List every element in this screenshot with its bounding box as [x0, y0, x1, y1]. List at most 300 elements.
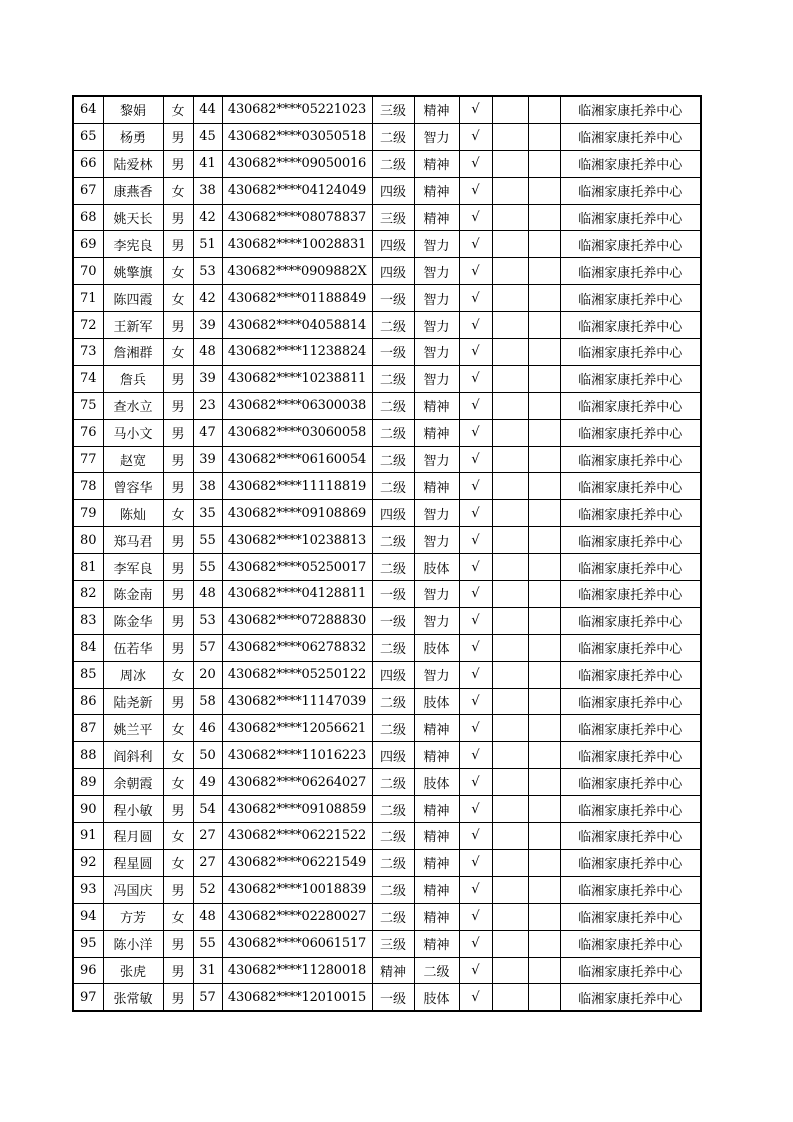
blank-cell [492, 876, 528, 903]
blank-cell [492, 823, 528, 850]
age-cell: 47 [193, 419, 222, 446]
row-number: 82 [73, 581, 103, 608]
blank-cell [492, 769, 528, 796]
age-cell: 44 [193, 96, 222, 123]
sex-cell: 男 [163, 312, 193, 339]
row-number: 70 [73, 258, 103, 285]
disability-level-cell: 二级 [372, 823, 414, 850]
name-cell: 程月圆 [103, 823, 163, 850]
age-cell: 55 [193, 527, 222, 554]
table-row [73, 177, 701, 204]
blank-cell [528, 473, 560, 500]
name-cell: 赵宽 [103, 446, 163, 473]
disability-type-cell: 肢体 [414, 984, 459, 1011]
age-cell: 48 [193, 339, 222, 366]
name-cell: 伍若华 [103, 634, 163, 661]
age-cell: 23 [193, 392, 222, 419]
checkmark-cell: √ [459, 661, 492, 688]
sex-cell: 女 [163, 339, 193, 366]
disability-type-cell: 智力 [414, 661, 459, 688]
age-cell: 38 [193, 177, 222, 204]
blank-cell [492, 581, 528, 608]
blank-cell [492, 957, 528, 984]
row-number: 75 [73, 392, 103, 419]
name-cell: 阎斜利 [103, 742, 163, 769]
name-cell: 马小文 [103, 419, 163, 446]
name-cell: 杨勇 [103, 123, 163, 150]
disability-level-cell: 一级 [372, 607, 414, 634]
id-number-cell: 430682****04058814 [222, 312, 372, 339]
age-cell: 42 [193, 285, 222, 312]
table-row [73, 796, 701, 823]
checkmark-cell: √ [459, 392, 492, 419]
organization-cell: 临湘家康托养中心 [560, 339, 701, 366]
row-number: 92 [73, 849, 103, 876]
sex-cell: 女 [163, 661, 193, 688]
disability-type-cell: 智力 [414, 123, 459, 150]
age-cell: 31 [193, 957, 222, 984]
blank-cell [492, 796, 528, 823]
sex-cell: 男 [163, 473, 193, 500]
sex-cell: 男 [163, 634, 193, 661]
sex-cell: 男 [163, 930, 193, 957]
blank-cell [528, 312, 560, 339]
age-cell: 38 [193, 473, 222, 500]
blank-cell [492, 96, 528, 123]
blank-cell [492, 527, 528, 554]
disability-level-cell: 二级 [372, 634, 414, 661]
sex-cell: 男 [163, 984, 193, 1011]
name-cell: 陆尧新 [103, 688, 163, 715]
disability-level-cell: 一级 [372, 339, 414, 366]
id-number-cell: 430682****02280027 [222, 903, 372, 930]
age-cell: 51 [193, 231, 222, 258]
sex-cell: 男 [163, 446, 193, 473]
disability-level-cell: 二级 [372, 715, 414, 742]
age-cell: 27 [193, 823, 222, 850]
blank-cell [492, 231, 528, 258]
table-row [73, 769, 701, 796]
row-number: 80 [73, 527, 103, 554]
disability-level-cell: 一级 [372, 285, 414, 312]
disability-type-cell: 智力 [414, 581, 459, 608]
sex-cell: 女 [163, 823, 193, 850]
sex-cell: 男 [163, 419, 193, 446]
blank-cell [528, 365, 560, 392]
name-cell: 李宪良 [103, 231, 163, 258]
disability-level-cell: 二级 [372, 527, 414, 554]
checkmark-cell: √ [459, 984, 492, 1011]
age-cell: 27 [193, 849, 222, 876]
table-row [73, 661, 701, 688]
age-cell: 45 [193, 123, 222, 150]
organization-cell: 临湘家康托养中心 [560, 258, 701, 285]
id-number-cell: 430682****05250017 [222, 554, 372, 581]
disability-level-cell: 二级 [372, 554, 414, 581]
sex-cell: 女 [163, 849, 193, 876]
checkmark-cell: √ [459, 96, 492, 123]
id-number-cell: 430682****04124049 [222, 177, 372, 204]
sex-cell: 男 [163, 392, 193, 419]
disability-level-cell: 二级 [372, 123, 414, 150]
table-row [73, 984, 701, 1011]
disability-level-cell: 四级 [372, 661, 414, 688]
id-number-cell: 430682****09050016 [222, 150, 372, 177]
checkmark-cell: √ [459, 554, 492, 581]
blank-cell [528, 258, 560, 285]
disability-level-cell: 二级 [372, 796, 414, 823]
id-number-cell: 430682****06221549 [222, 849, 372, 876]
row-number: 77 [73, 446, 103, 473]
blank-cell [528, 581, 560, 608]
disability-type-cell: 精神 [414, 150, 459, 177]
blank-cell [528, 204, 560, 231]
id-number-cell: 430682****05250122 [222, 661, 372, 688]
disability-type-cell: 精神 [414, 96, 459, 123]
table-row [73, 204, 701, 231]
checkmark-cell: √ [459, 688, 492, 715]
name-cell: 黎娟 [103, 96, 163, 123]
disability-level-cell: 二级 [372, 473, 414, 500]
blank-cell [492, 742, 528, 769]
id-number-cell: 430682****10028831 [222, 231, 372, 258]
age-cell: 46 [193, 715, 222, 742]
checkmark-cell: √ [459, 123, 492, 150]
sex-cell: 男 [163, 876, 193, 903]
disability-type-cell: 精神 [414, 823, 459, 850]
id-number-cell: 430682****12010015 [222, 984, 372, 1011]
name-cell: 余朝霞 [103, 769, 163, 796]
table-row [73, 150, 701, 177]
blank-cell [492, 688, 528, 715]
age-cell: 55 [193, 554, 222, 581]
blank-cell [528, 715, 560, 742]
blank-cell [528, 96, 560, 123]
blank-cell [492, 123, 528, 150]
age-cell: 57 [193, 634, 222, 661]
blank-cell [492, 392, 528, 419]
blank-cell [492, 419, 528, 446]
table-row [73, 554, 701, 581]
disability-type-cell: 智力 [414, 258, 459, 285]
blank-cell [492, 607, 528, 634]
disability-type-cell: 精神 [414, 419, 459, 446]
age-cell: 53 [193, 607, 222, 634]
disability-type-cell: 精神 [414, 204, 459, 231]
id-number-cell: 430682****06160054 [222, 446, 372, 473]
row-number: 65 [73, 123, 103, 150]
blank-cell [528, 849, 560, 876]
row-number: 66 [73, 150, 103, 177]
checkmark-cell: √ [459, 150, 492, 177]
table-row [73, 365, 701, 392]
age-cell: 50 [193, 742, 222, 769]
age-cell: 39 [193, 446, 222, 473]
blank-cell [528, 446, 560, 473]
disability-level-cell: 二级 [372, 392, 414, 419]
name-cell: 查水立 [103, 392, 163, 419]
row-number: 81 [73, 554, 103, 581]
checkmark-cell: √ [459, 876, 492, 903]
blank-cell [492, 930, 528, 957]
disability-level-cell: 精神 [372, 957, 414, 984]
name-cell: 张虎 [103, 957, 163, 984]
disability-level-cell: 二级 [372, 419, 414, 446]
blank-cell [528, 769, 560, 796]
age-cell: 39 [193, 312, 222, 339]
row-number: 71 [73, 285, 103, 312]
name-cell: 姚天长 [103, 204, 163, 231]
sex-cell: 男 [163, 204, 193, 231]
id-number-cell: 430682****03060058 [222, 419, 372, 446]
organization-cell: 临湘家康托养中心 [560, 285, 701, 312]
id-number-cell: 430682****07288830 [222, 607, 372, 634]
disability-level-cell: 四级 [372, 231, 414, 258]
disability-type-cell: 精神 [414, 930, 459, 957]
row-number: 64 [73, 96, 103, 123]
disability-level-cell: 二级 [372, 849, 414, 876]
table-row [73, 876, 701, 903]
age-cell: 48 [193, 903, 222, 930]
blank-cell [528, 796, 560, 823]
sex-cell: 女 [163, 177, 193, 204]
disability-level-cell: 四级 [372, 177, 414, 204]
disability-level-cell: 二级 [372, 903, 414, 930]
blank-cell [528, 177, 560, 204]
sex-cell: 女 [163, 742, 193, 769]
blank-cell [492, 177, 528, 204]
name-cell: 程星圆 [103, 849, 163, 876]
name-cell: 康燕香 [103, 177, 163, 204]
name-cell: 郑马君 [103, 527, 163, 554]
disability-type-cell: 二级 [414, 957, 459, 984]
blank-cell [492, 903, 528, 930]
sex-cell: 女 [163, 769, 193, 796]
row-number: 89 [73, 769, 103, 796]
checkmark-cell: √ [459, 823, 492, 850]
row-number: 74 [73, 365, 103, 392]
name-cell: 曾容华 [103, 473, 163, 500]
disability-type-cell: 智力 [414, 446, 459, 473]
row-number: 79 [73, 500, 103, 527]
checkmark-cell: √ [459, 285, 492, 312]
disability-type-cell: 肢体 [414, 634, 459, 661]
blank-cell [528, 823, 560, 850]
disability-type-cell: 精神 [414, 903, 459, 930]
organization-cell: 临湘家康托养中心 [560, 823, 701, 850]
blank-cell [492, 984, 528, 1011]
age-cell: 58 [193, 688, 222, 715]
id-number-cell: 430682****12056621 [222, 715, 372, 742]
table-row [73, 123, 701, 150]
blank-cell [492, 849, 528, 876]
organization-cell: 临湘家康托养中心 [560, 527, 701, 554]
blank-cell [528, 392, 560, 419]
disability-type-cell: 智力 [414, 365, 459, 392]
age-cell: 39 [193, 365, 222, 392]
name-cell: 陈四霞 [103, 285, 163, 312]
id-number-cell: 430682****04128811 [222, 581, 372, 608]
blank-cell [492, 500, 528, 527]
disability-type-cell: 智力 [414, 339, 459, 366]
name-cell: 李军良 [103, 554, 163, 581]
disability-level-cell: 三级 [372, 930, 414, 957]
disability-type-cell: 肢体 [414, 554, 459, 581]
checkmark-cell: √ [459, 177, 492, 204]
row-number: 90 [73, 796, 103, 823]
age-cell: 54 [193, 796, 222, 823]
age-cell: 53 [193, 258, 222, 285]
disability-level-cell: 三级 [372, 96, 414, 123]
organization-cell: 临湘家康托养中心 [560, 123, 701, 150]
sex-cell: 女 [163, 500, 193, 527]
table-row [73, 581, 701, 608]
disability-type-cell: 精神 [414, 849, 459, 876]
blank-cell [492, 365, 528, 392]
checkmark-cell: √ [459, 903, 492, 930]
row-number: 73 [73, 339, 103, 366]
age-cell: 41 [193, 150, 222, 177]
blank-cell [528, 957, 560, 984]
name-cell: 陆爱林 [103, 150, 163, 177]
checkmark-cell: √ [459, 715, 492, 742]
blank-cell [528, 607, 560, 634]
id-number-cell: 430682****10018839 [222, 876, 372, 903]
disability-level-cell: 二级 [372, 688, 414, 715]
name-cell: 陈金华 [103, 607, 163, 634]
organization-cell: 临湘家康托养中心 [560, 769, 701, 796]
table-row [73, 930, 701, 957]
sex-cell: 女 [163, 903, 193, 930]
age-cell: 42 [193, 204, 222, 231]
organization-cell: 临湘家康托养中心 [560, 984, 701, 1011]
disability-level-cell: 二级 [372, 365, 414, 392]
table-row [73, 339, 701, 366]
blank-cell [528, 903, 560, 930]
table-row [73, 607, 701, 634]
id-number-cell: 430682****11016223 [222, 742, 372, 769]
id-number-cell: 430682****06278832 [222, 634, 372, 661]
blank-cell [492, 285, 528, 312]
blank-cell [492, 634, 528, 661]
disability-level-cell: 一级 [372, 581, 414, 608]
id-number-cell: 430682****11147039 [222, 688, 372, 715]
organization-cell: 临湘家康托养中心 [560, 150, 701, 177]
blank-cell [492, 150, 528, 177]
disability-level-cell: 二级 [372, 312, 414, 339]
organization-cell: 临湘家康托养中心 [560, 473, 701, 500]
name-cell: 张常敏 [103, 984, 163, 1011]
name-cell: 詹兵 [103, 365, 163, 392]
checkmark-cell: √ [459, 849, 492, 876]
table-row [73, 957, 701, 984]
blank-cell [528, 876, 560, 903]
blank-cell [528, 554, 560, 581]
name-cell: 冯国庆 [103, 876, 163, 903]
blank-cell [528, 930, 560, 957]
organization-cell: 临湘家康托养中心 [560, 688, 701, 715]
disability-level-cell: 二级 [372, 876, 414, 903]
checkmark-cell: √ [459, 930, 492, 957]
organization-cell: 临湘家康托养中心 [560, 554, 701, 581]
checkmark-cell: √ [459, 446, 492, 473]
disability-level-cell: 四级 [372, 500, 414, 527]
table-row [73, 715, 701, 742]
name-cell: 姚兰平 [103, 715, 163, 742]
disability-type-cell: 肢体 [414, 688, 459, 715]
row-number: 93 [73, 876, 103, 903]
table-row [73, 231, 701, 258]
blank-cell [528, 231, 560, 258]
organization-cell: 临湘家康托养中心 [560, 742, 701, 769]
sex-cell: 女 [163, 285, 193, 312]
row-number: 76 [73, 419, 103, 446]
sex-cell: 女 [163, 96, 193, 123]
name-cell: 陈小洋 [103, 930, 163, 957]
organization-cell: 临湘家康托养中心 [560, 849, 701, 876]
name-cell: 陈金南 [103, 581, 163, 608]
organization-cell: 临湘家康托养中心 [560, 96, 701, 123]
checkmark-cell: √ [459, 419, 492, 446]
table-row [73, 446, 701, 473]
blank-cell [492, 446, 528, 473]
disability-type-cell: 精神 [414, 796, 459, 823]
disability-level-cell: 四级 [372, 742, 414, 769]
checkmark-cell: √ [459, 527, 492, 554]
organization-cell: 临湘家康托养中心 [560, 930, 701, 957]
blank-cell [492, 339, 528, 366]
table-row [73, 742, 701, 769]
disability-type-cell: 精神 [414, 876, 459, 903]
sex-cell: 女 [163, 715, 193, 742]
checkmark-cell: √ [459, 365, 492, 392]
table-row [73, 473, 701, 500]
sex-cell: 男 [163, 688, 193, 715]
table-row [73, 312, 701, 339]
checkmark-cell: √ [459, 473, 492, 500]
organization-cell: 临湘家康托养中心 [560, 876, 701, 903]
disability-type-cell: 智力 [414, 231, 459, 258]
table-row [73, 500, 701, 527]
row-number: 67 [73, 177, 103, 204]
blank-cell [528, 500, 560, 527]
disability-type-cell: 精神 [414, 177, 459, 204]
id-number-cell: 430682****05221023 [222, 96, 372, 123]
checkmark-cell: √ [459, 769, 492, 796]
table-row [73, 419, 701, 446]
organization-cell: 临湘家康托养中心 [560, 446, 701, 473]
sex-cell: 女 [163, 258, 193, 285]
blank-cell [492, 715, 528, 742]
id-number-cell: 430682****0909882X [222, 258, 372, 285]
organization-cell: 临湘家康托养中心 [560, 312, 701, 339]
id-number-cell: 430682****11238824 [222, 339, 372, 366]
checkmark-cell: √ [459, 581, 492, 608]
blank-cell [492, 554, 528, 581]
checkmark-cell: √ [459, 607, 492, 634]
organization-cell: 临湘家康托养中心 [560, 500, 701, 527]
disability-level-cell: 四级 [372, 258, 414, 285]
disability-type-cell: 智力 [414, 607, 459, 634]
blank-cell [492, 204, 528, 231]
blank-cell [492, 312, 528, 339]
table-row [73, 634, 701, 661]
row-number: 96 [73, 957, 103, 984]
table-row [73, 823, 701, 850]
id-number-cell: 430682****11280018 [222, 957, 372, 984]
name-cell: 陈灿 [103, 500, 163, 527]
name-cell: 程小敏 [103, 796, 163, 823]
